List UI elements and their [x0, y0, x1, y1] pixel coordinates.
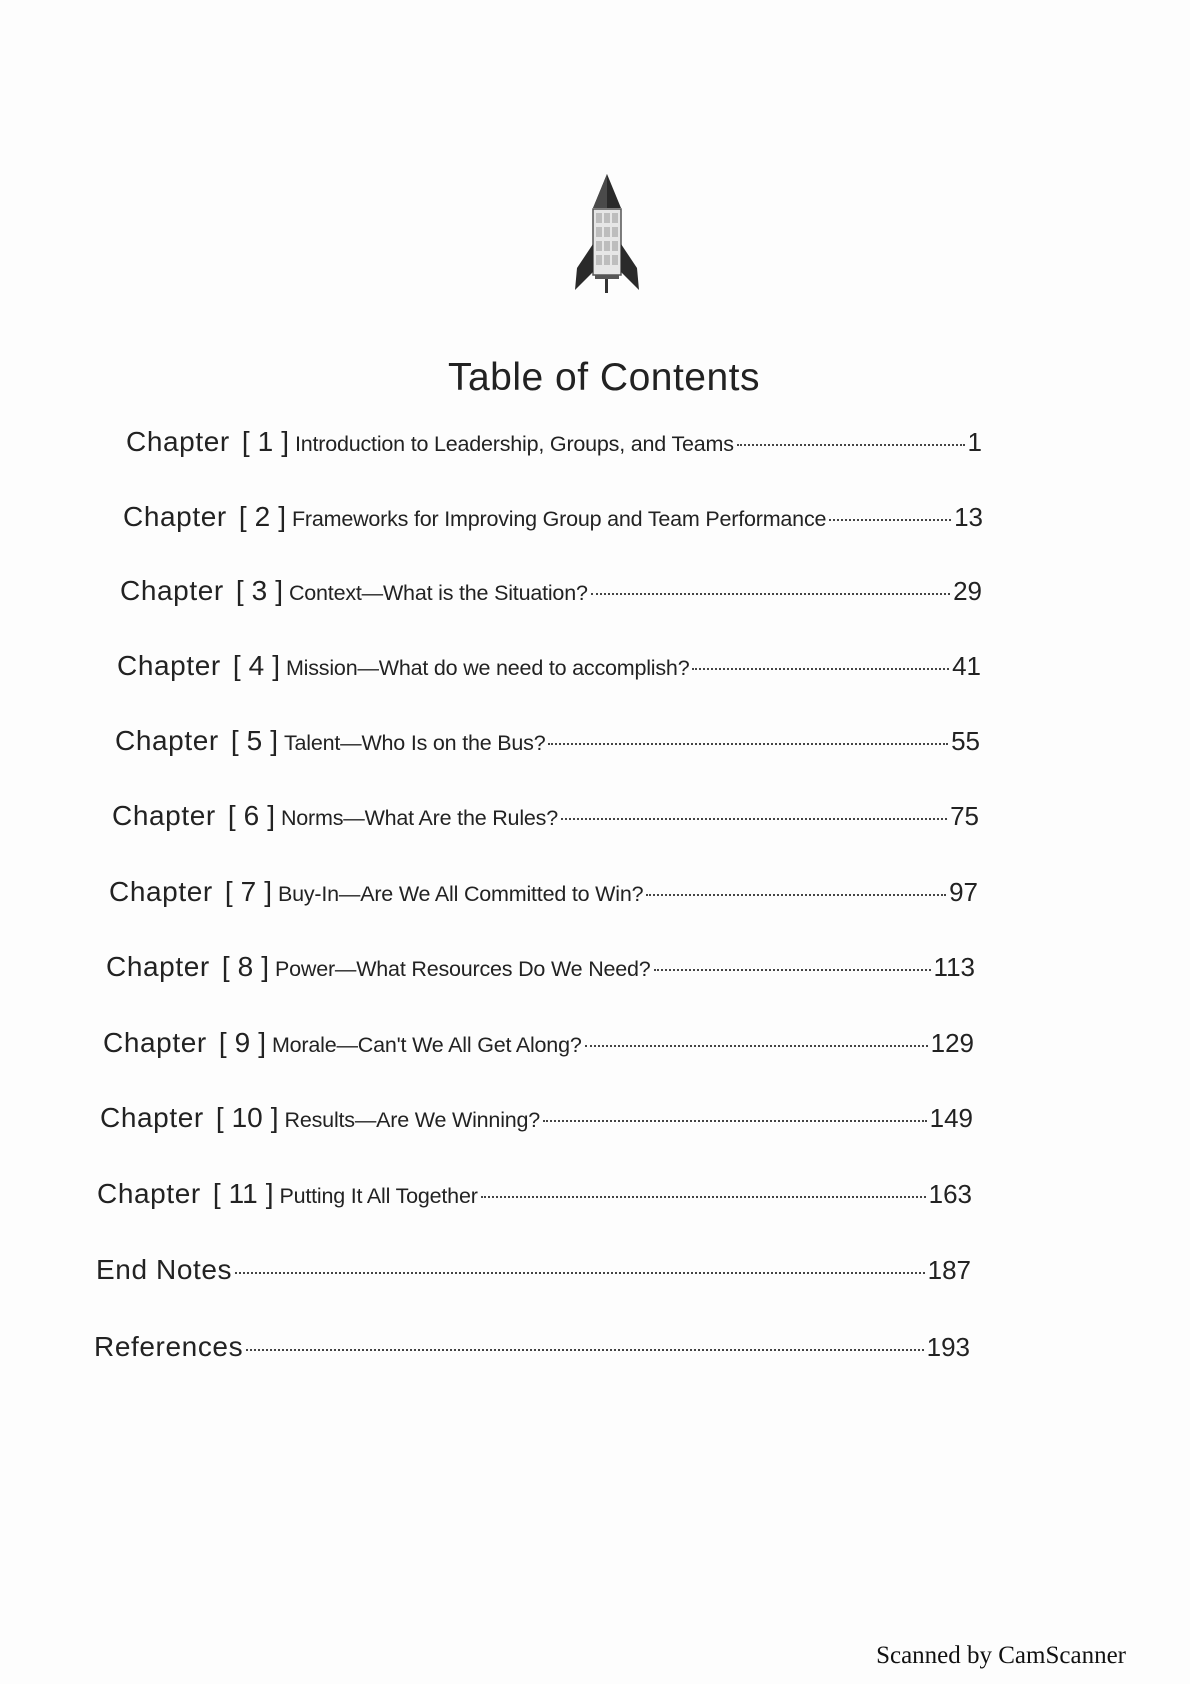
toc-entry-page: 113 [933, 952, 975, 982]
toc-leader-dots [235, 1272, 924, 1274]
toc-entry-label: Chapter [103, 1027, 207, 1058]
toc-entry-number: [ 5 ] [230, 725, 278, 756]
toc-entry [112, 800, 979, 840]
toc-leader-dots [543, 1120, 927, 1122]
toc-entry-title: Results—Are We Winning? [284, 1108, 541, 1132]
toc-entry-number: [ 4 ] [232, 650, 280, 681]
toc-entry [109, 876, 978, 916]
toc-leader-dots [246, 1349, 923, 1351]
page-title: Table of Contents [447, 356, 761, 399]
toc-entry [103, 1027, 974, 1067]
toc-leader-dots [829, 519, 951, 521]
toc-entry-label: Chapter [109, 876, 213, 907]
toc-leader-dots [561, 818, 947, 820]
toc-entry-label: Chapter [120, 575, 224, 606]
toc-entry-number: [ 3 ] [235, 575, 283, 606]
toc-entry-label: Chapter [112, 800, 216, 831]
toc-entry-number: [ 10 ] [215, 1102, 279, 1133]
toc-entry-page: 55 [951, 726, 980, 756]
toc-entry-label: Chapter [126, 426, 230, 457]
toc-entry [117, 650, 981, 690]
toc-entry [100, 1102, 973, 1142]
toc-entry-page: 29 [953, 576, 982, 606]
toc-leader-dots [737, 444, 965, 446]
toc-entry-title: Context—What is the Situation? [288, 581, 588, 605]
toc-entry-number: [ 9 ] [218, 1027, 266, 1058]
toc-entry-title: Mission—What do we need to accomplish? [285, 656, 690, 680]
toc-entry-number: [ 1 ] [241, 426, 289, 457]
toc-entry-page: 75 [950, 801, 979, 831]
toc-entry-label: Chapter [100, 1102, 204, 1133]
toc-entry-page: 1 [967, 427, 982, 457]
toc-entry-page: 97 [949, 877, 978, 907]
toc-entry-page: 187 [927, 1255, 971, 1285]
toc-entry [115, 725, 980, 765]
toc-entry-number: [ 6 ] [227, 800, 275, 831]
toc-entry-label: Chapter [117, 650, 221, 681]
toc-leader-dots [585, 1045, 928, 1047]
toc-entry-number: [ 2 ] [238, 501, 286, 532]
toc-entry-title: Norms—What Are the Rules? [280, 806, 558, 830]
toc-entry-page: 163 [928, 1179, 972, 1209]
toc-entry-label: Chapter [106, 951, 210, 982]
toc-entry-label: References [94, 1331, 244, 1362]
toc-entry [106, 951, 975, 991]
toc-entry [120, 575, 982, 615]
toc-entry-title: Introduction to Leadership, Groups, and Teams [294, 432, 734, 456]
toc-leader-dots [548, 743, 948, 745]
scanner-watermark: Scanned by CamScanner [876, 1642, 1126, 1669]
toc-entry-label: Chapter [123, 501, 227, 532]
toc-entry-page: 13 [954, 502, 983, 532]
toc-entry-label: End Notes [96, 1254, 233, 1285]
toc-leader-dots [654, 969, 931, 971]
toc-entry-page: 129 [930, 1028, 974, 1058]
toc-entry-page: 41 [952, 651, 981, 681]
toc-entry-number: [ 11 ] [212, 1178, 274, 1209]
toc-entry [123, 501, 983, 541]
toc-entry-title: Frameworks for Improving Group and Team Performance [291, 507, 827, 531]
toc-entry-title: Power—What Resources Do We Need? [274, 957, 651, 981]
toc-entry-title: Talent—Who Is on the Bus? [283, 731, 546, 755]
toc-entry-title: Buy-In—Are We All Committed to Win? [277, 882, 644, 906]
toc-entry [94, 1331, 970, 1371]
toc-entry [97, 1178, 972, 1218]
toc-entry-title: Putting It All Together [279, 1184, 478, 1208]
toc-entry-title: Morale—Can't We All Get Along? [271, 1033, 582, 1057]
toc-leader-dots [591, 593, 950, 595]
toc-leader-dots [692, 668, 949, 670]
toc-entry-page: 149 [929, 1103, 973, 1133]
toc-entry-page: 193 [926, 1332, 970, 1362]
toc-leader-dots [646, 894, 946, 896]
toc-leader-dots [481, 1196, 926, 1198]
toc-entry-label: Chapter [115, 725, 219, 756]
toc-entry [96, 1254, 971, 1294]
toc-entry [126, 426, 982, 466]
toc-entry-number: [ 8 ] [221, 951, 269, 982]
toc-entry-label: Chapter [97, 1178, 201, 1209]
toc-entry-number: [ 7 ] [224, 876, 272, 907]
